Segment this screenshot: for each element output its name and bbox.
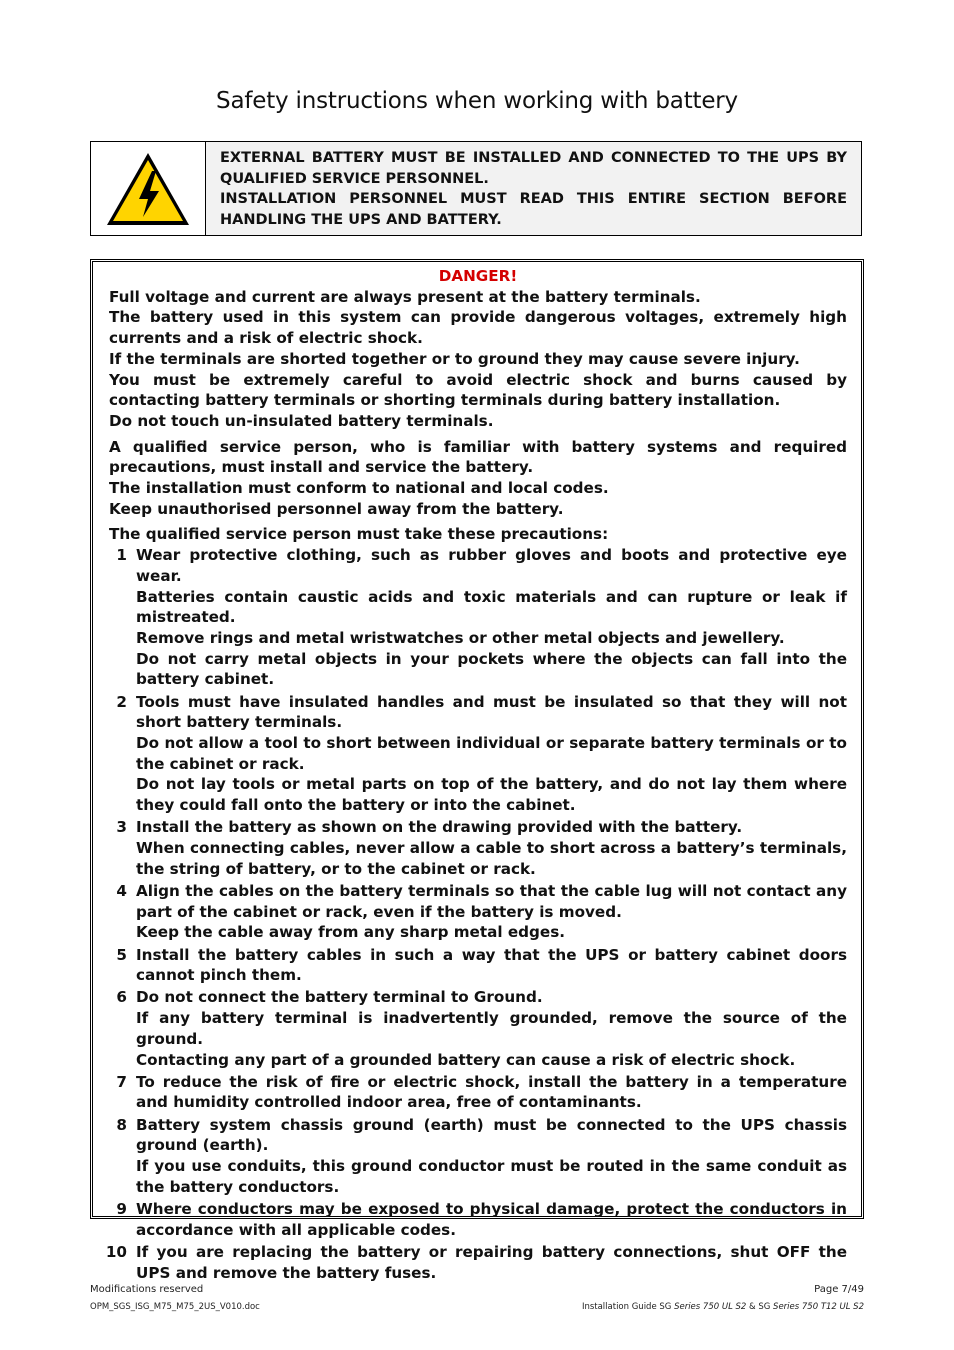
footer-modifications: Modifications reserved xyxy=(90,1284,204,1295)
precaution-line: Batteries contain caustic acids and toxic materials and can rupture or leak if mistreated. xyxy=(136,587,847,627)
precaution-item-5 xyxy=(109,945,847,986)
precaution-line: Do not allow a tool to short between individual or separate battery terminals or to the cabinet or rack. xyxy=(136,733,847,773)
precaution-line: Contacting any part of a grounded battery can cause a risk of electric shock. xyxy=(136,1050,796,1069)
precaution-number: 5 xyxy=(116,945,127,964)
footer-guide-label: Installation Guide xyxy=(581,1302,657,1312)
precaution-line: Install the battery cables in such a way that the UPS or battery cabinet doors cannot pinch them. xyxy=(136,945,847,985)
precaution-line: To reduce the risk of fire or electric shock, install the battery in a temperature and humidity controlled indoor area, free of contaminants. xyxy=(136,1072,847,1112)
footer-page-number: Page 7/49 xyxy=(814,1284,864,1295)
danger-content xyxy=(105,266,847,1285)
precaution-item-1 xyxy=(109,545,847,690)
footer-ampersand: & xyxy=(749,1302,756,1312)
footer-model-sg: SG xyxy=(659,1302,672,1312)
precaution-item-2 xyxy=(109,692,847,816)
footer-model-series: Series 750 T12 UL S2 xyxy=(773,1302,864,1312)
precaution-number: 6 xyxy=(116,988,127,1007)
precaution-line: When connecting cables, never allow a cable to short across a battery’s terminals, the string of battery, or to the cabinet or rack. xyxy=(136,838,847,878)
precaution-item-10 xyxy=(105,1242,847,1283)
danger-line: If the terminals are shorted together or to ground they may cause severe injury. xyxy=(109,349,800,368)
warning-line-1: EXTERNAL BATTERY MUST BE INSTALLED AND CONNECTED TO THE UPS BY QUALIFIED SERVICE PERSONNEL. xyxy=(220,150,847,187)
warning-line-2: INSTALLATION PERSONNEL MUST READ THIS ENTIRE SECTION BEFORE HANDLING THE UPS AND BATTERY. xyxy=(220,191,847,229)
precaution-line: Do not lay tools or metal parts on top of the battery, and do not lay them where they could fall onto the battery or into the cabinet. xyxy=(136,775,847,815)
precaution-line: Battery system chassis ground (earth) must be connected to the UPS chassis ground (earth). xyxy=(136,1115,847,1155)
page-title: Safety instructions when working with battery xyxy=(216,88,738,114)
precaution-item-3 xyxy=(109,817,847,879)
footer-model-sg: SG xyxy=(758,1302,771,1312)
precaution-line: Tools must have insulated handles and must be insulated so that they will not short battery terminals. xyxy=(136,692,847,732)
danger-paragraph-1 xyxy=(109,287,847,432)
precautions-list xyxy=(105,545,847,1283)
precaution-item-6 xyxy=(109,987,847,1070)
precaution-line: Align the cables on the battery terminals so that the cable lug will not contact any part of the cabinet or rack, even if the battery is moved. xyxy=(136,881,847,921)
precaution-number: 3 xyxy=(116,818,127,837)
precaution-number: 1 xyxy=(116,546,127,565)
warning-text xyxy=(206,142,861,235)
footer-guide-title xyxy=(582,1302,864,1312)
footer-model-series: Series 750 UL S2 xyxy=(674,1302,747,1312)
danger-heading: DANGER! xyxy=(438,267,518,285)
warning-icon-cell xyxy=(91,142,206,235)
danger-line: A qualified service person, who is familiar with battery systems and required precautions, must install and service the battery. xyxy=(109,437,847,477)
danger-box xyxy=(90,259,864,1282)
precaution-line: Where conductors may be exposed to physical damage, protect the conductors in accordance with all applicable codes. xyxy=(136,1199,847,1239)
danger-line: The installation must conform to national and local codes. xyxy=(109,479,609,498)
precaution-item-8 xyxy=(109,1115,847,1198)
precautions-intro: The qualified service person must take these precautions: xyxy=(109,525,609,544)
danger-paragraph-2 xyxy=(109,437,847,520)
precaution-line: Do not connect the battery terminal to Ground. xyxy=(136,988,543,1007)
high-voltage-warning-icon xyxy=(103,149,193,229)
precaution-line: Do not carry metal objects in your pockets where the objects can fall into the battery cabinet. xyxy=(136,649,847,689)
precaution-line: Wear protective clothing, such as rubber gloves and boots and protective eye wear. xyxy=(136,546,847,585)
precaution-line: Remove rings and metal wristwatches or other metal objects and jewellery. xyxy=(136,628,785,647)
danger-line: Keep unauthorised personnel away from the battery. xyxy=(109,499,564,518)
precaution-item-4 xyxy=(109,881,847,943)
danger-line: The battery used in this system can provide dangerous voltages, extremely high currents and a risk of electric shock. xyxy=(109,308,847,348)
danger-line: Do not touch un-insulated battery terminals. xyxy=(109,411,494,430)
precaution-item-7 xyxy=(109,1072,847,1113)
danger-line: You must be extremely careful to avoid electric shock and burns caused by contacting battery terminals or shorting terminals during battery installation. xyxy=(109,370,847,410)
precaution-line: Install the battery as shown on the drawing provided with the battery. xyxy=(136,818,743,837)
precaution-line: If any battery terminal is inadvertently grounded, remove the source of the ground. xyxy=(136,1009,847,1048)
precaution-line: If you are replacing the battery or repairing battery connections, shut OFF the UPS and remove the battery fuses. xyxy=(136,1242,847,1282)
warning-box xyxy=(90,141,862,236)
footer-bottom xyxy=(90,1302,864,1312)
precaution-number: 2 xyxy=(116,692,127,711)
precaution-line: If you use conduits, this ground conductor must be routed in the same conduit as the battery conductors. xyxy=(136,1157,847,1196)
precaution-number: 10 xyxy=(105,1242,127,1261)
footer-top xyxy=(90,1284,864,1295)
precaution-number: 7 xyxy=(116,1072,127,1091)
danger-line: Full voltage and current are always present at the battery terminals. xyxy=(109,287,701,306)
precaution-number: 9 xyxy=(116,1199,127,1218)
precaution-item-9 xyxy=(109,1199,847,1240)
precaution-line: Keep the cable away from any sharp metal edges. xyxy=(136,923,566,942)
precaution-number: 8 xyxy=(116,1115,127,1134)
precaution-number: 4 xyxy=(116,881,127,900)
footer-doc-filename: OPM_SGS_ISG_M75_M75_2US_V010.doc xyxy=(90,1302,260,1312)
